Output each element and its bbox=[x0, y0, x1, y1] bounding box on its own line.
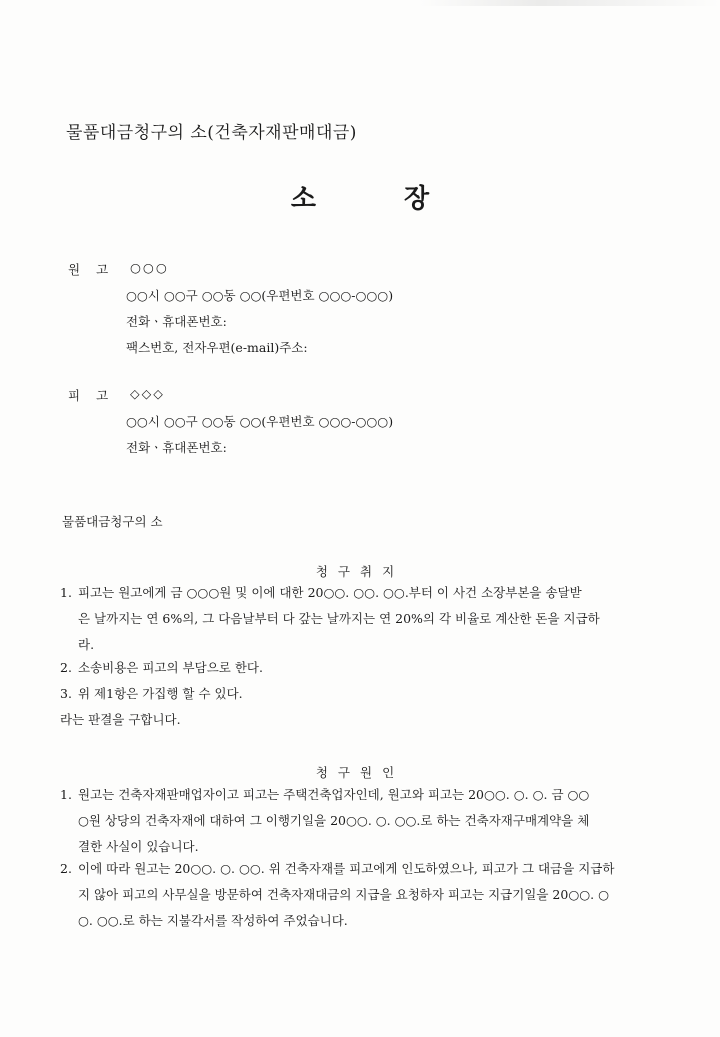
item-number: 1. bbox=[60, 787, 72, 802]
item-number: 2. bbox=[60, 660, 72, 675]
item-number: 3. bbox=[60, 686, 72, 701]
item-line: 소송비용은 피고의 부담으로 한다. bbox=[78, 660, 263, 675]
plaintiff-phone: 전화ㆍ휴대폰번호: bbox=[126, 314, 227, 329]
defendant-block bbox=[60, 386, 680, 456]
document-title-left: 소 bbox=[290, 184, 316, 214]
item-line: ○원 상당의 건축자재에 대하여 그 이행기일을 20○○. ○. ○○.로 하는 건축자재구매계약을 체 bbox=[78, 813, 590, 828]
defendant-phone: 전화ㆍ휴대폰번호: bbox=[126, 440, 227, 455]
document-title bbox=[0, 178, 720, 215]
defendant-role: 피고 bbox=[68, 388, 125, 403]
item-line: 이에 따라 원고는 20○○. ○. ○○. 위 건축자재를 피고에게 인도하였으나, 피고가 그 대금을 지급하 bbox=[78, 861, 615, 876]
claim-name: 물품대금청구의 소 bbox=[62, 514, 163, 529]
plaintiff-address: ○○시 ○○구 ○○동 ○○(우편번호 ○○○-○○○) bbox=[126, 288, 394, 303]
item-line: 위 제1항은 가집행 할 수 있다. bbox=[78, 686, 243, 701]
claim-cause-heading: 청구원인 bbox=[315, 765, 405, 780]
plaintiff-block bbox=[60, 260, 680, 360]
defendant-name: ◇◇◇ bbox=[130, 386, 165, 401]
item-number: 2. bbox=[60, 861, 72, 876]
document-title-right: 장 bbox=[404, 184, 430, 214]
plaintiff-name: ○○○ bbox=[130, 260, 169, 275]
item-line: 피고는 원고에게 금 ○○○원 및 이에 대한 20○○. ○○. ○○.부터 이 사건 소장부본을 송달받 bbox=[78, 585, 582, 600]
plaintiff-fax-email: 팩스번호, 전자우편(e-mail)주소: bbox=[126, 340, 308, 355]
item-line: 라. bbox=[78, 637, 95, 652]
item-line: 은 날까지는 연 6%의, 그 다음날부터 다 갚는 날까지는 연 20%의 각 비율로 계산한 돈을 지급하 bbox=[78, 611, 600, 626]
claim-purpose-heading: 청구취지 bbox=[315, 564, 405, 579]
item-line: 결한 사실이 있습니다. bbox=[78, 839, 199, 854]
claim-purpose-closing: 라는 판결을 구합니다. bbox=[60, 712, 181, 727]
plaintiff-role: 원고 bbox=[68, 262, 125, 277]
item-number: 1. bbox=[60, 585, 72, 600]
defendant-address: ○○시 ○○구 ○○동 ○○(우편번호 ○○○-○○○) bbox=[126, 414, 394, 429]
item-line: ○. ○○.로 하는 지불각서를 작성하여 주었습니다. bbox=[78, 913, 348, 928]
scan-artifact bbox=[420, 0, 720, 6]
item-line: 원고는 건축자재판매업자이고 피고는 주택건축업자인데, 원고와 피고는 20○○. ○. ○. 금 ○○ bbox=[78, 787, 590, 802]
case-title: 물품대금청구의 소(건축자재판매대금) bbox=[66, 123, 357, 143]
item-line: 지 않아 피고의 사무실을 방문하여 건축자재대금의 지급을 요청하자 피고는 지급기일을 20○○. ○ bbox=[78, 887, 610, 902]
